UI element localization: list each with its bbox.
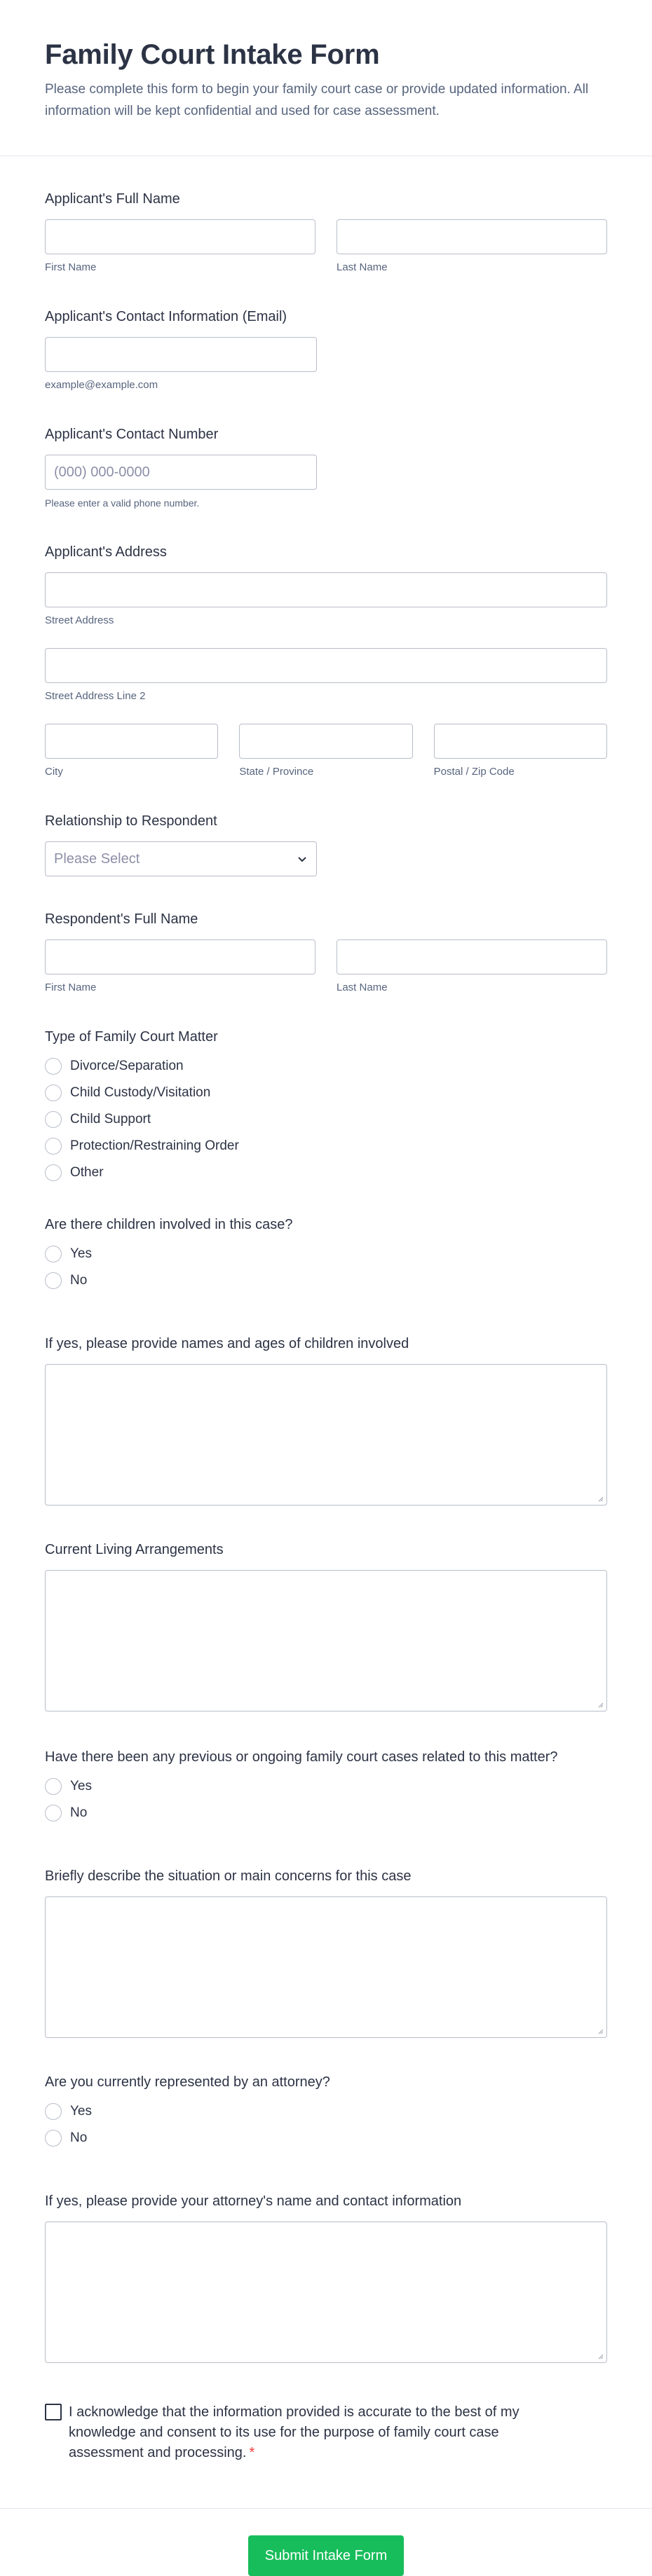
children-details-textarea[interactable]	[45, 1364, 607, 1506]
radio-label: No	[70, 2130, 88, 2145]
radio-divorce[interactable]	[45, 1057, 607, 1075]
radio-circle[interactable]	[45, 1058, 62, 1075]
form-description: Please complete this form to begin your family court case or provide updated information. All information will be kept confidential and used for case assessment.	[45, 82, 589, 118]
form-header	[0, 0, 652, 156]
situation-textarea[interactable]	[45, 1896, 607, 2038]
radio-other[interactable]	[45, 1164, 607, 1182]
respondent-name-label: Respondent's Full Name	[45, 911, 198, 927]
city-sublabel: City	[45, 766, 63, 778]
children-involved-label: Are there children involved in this case?	[45, 1217, 293, 1232]
acknowledgement-text	[69, 2402, 559, 2463]
applicant-email-question	[45, 274, 607, 392]
living-arrangements-question	[45, 1506, 607, 1711]
state-sublabel: State / Province	[239, 766, 314, 778]
street-address-line2-input[interactable]	[45, 648, 607, 683]
radio-circle[interactable]	[45, 1111, 62, 1128]
submit-button[interactable]: Submit Intake Form	[248, 2535, 404, 2576]
matter-type-question	[45, 994, 607, 1182]
relationship-select[interactable]	[45, 841, 317, 876]
applicant-last-name-input[interactable]	[337, 219, 607, 254]
acknowledgement-checkbox[interactable]	[45, 2404, 62, 2420]
applicant-name-label: Applicant's Full Name	[45, 191, 180, 207]
radio-circle[interactable]	[45, 1138, 62, 1155]
last-name-sublabel: Last Name	[337, 261, 388, 273]
radio-circle[interactable]	[45, 1805, 62, 1821]
resize-grip-icon[interactable]	[597, 1701, 604, 1708]
resize-grip-icon[interactable]	[597, 2027, 604, 2034]
radio-circle[interactable]	[45, 1778, 62, 1795]
phone-sublabel: Please enter a valid phone number.	[45, 497, 200, 509]
living-arrangements-label: Current Living Arrangements	[45, 1542, 224, 1557]
radio-label: Yes	[70, 2104, 92, 2119]
relationship-question	[45, 778, 607, 876]
radio-label: No	[70, 1273, 88, 1288]
attorney-details-question	[45, 2156, 607, 2363]
radio-label: Child Support	[70, 1112, 151, 1127]
resize-grip-icon[interactable]	[597, 1495, 604, 1502]
radio-label: Child Custody/Visitation	[70, 1085, 211, 1100]
email-sublabel: example@example.com	[45, 379, 158, 391]
radio-circle[interactable]	[45, 2103, 62, 2120]
children-involved-question	[45, 1190, 607, 1290]
respondent-first-name-input[interactable]	[45, 939, 315, 974]
radio-attorney-yes[interactable]	[45, 2102, 607, 2121]
living-arrangements-textarea[interactable]	[45, 1570, 607, 1711]
state-input[interactable]	[239, 724, 412, 759]
radio-children-no[interactable]	[45, 1272, 607, 1290]
radio-circle[interactable]	[45, 1164, 62, 1181]
radio-protection-order[interactable]	[45, 1137, 607, 1155]
applicant-address-label: Applicant's Address	[45, 544, 167, 560]
radio-custody[interactable]	[45, 1084, 607, 1102]
applicant-address-question	[45, 509, 607, 778]
attorney-details-label: If yes, please provide your attorney's name and contact information	[45, 2193, 462, 2209]
radio-label: Yes	[70, 1779, 92, 1793]
radio-circle[interactable]	[45, 1272, 62, 1289]
radio-circle[interactable]	[45, 1246, 62, 1262]
attorney-question	[45, 2038, 607, 2147]
applicant-name-question	[45, 156, 607, 274]
intake-form	[0, 156, 652, 2463]
situation-question	[45, 1831, 607, 2038]
applicant-phone-question	[45, 392, 607, 509]
street-address-line2-sublabel: Street Address Line 2	[45, 690, 146, 702]
respondent-last-name-input[interactable]	[337, 939, 607, 974]
applicant-email-input[interactable]	[45, 337, 317, 372]
first-name-sublabel: First Name	[45, 261, 97, 273]
radio-circle[interactable]	[45, 1084, 62, 1101]
form-footer	[0, 2508, 652, 2576]
radio-label: No	[70, 1805, 88, 1820]
situation-label: Briefly describe the situation or main concerns for this case	[45, 1868, 412, 1884]
zip-input[interactable]	[434, 724, 607, 759]
attorney-details-textarea[interactable]	[45, 2222, 607, 2363]
radio-label: Divorce/Separation	[70, 1059, 184, 1073]
street-address-sublabel: Street Address	[45, 614, 114, 626]
form-title: Family Court Intake Form	[45, 39, 380, 70]
radio-circle[interactable]	[45, 2130, 62, 2147]
radio-label: Yes	[70, 1246, 92, 1261]
relationship-label: Relationship to Respondent	[45, 813, 217, 829]
respondent-name-question	[45, 876, 607, 994]
street-address-input[interactable]	[45, 572, 607, 607]
city-input[interactable]	[45, 724, 218, 759]
children-details-label: If yes, please provide names and ages of children involved	[45, 1336, 409, 1351]
radio-children-yes[interactable]	[45, 1245, 607, 1263]
children-details-question	[45, 1298, 607, 1506]
respondent-last-name-sublabel: Last Name	[337, 982, 388, 993]
acknowledgement-label: I acknowledge that the information provided is accurate to the best of my knowledge and consent to its use for the purpose of family court case assessment and processing.	[69, 2404, 519, 2460]
radio-label: Protection/Restraining Order	[70, 1138, 239, 1153]
radio-child-support[interactable]	[45, 1110, 607, 1129]
respondent-first-name-sublabel: First Name	[45, 982, 97, 993]
applicant-phone-label: Applicant's Contact Number	[45, 427, 219, 442]
previous-cases-label: Have there been any previous or ongoing family court cases related to this matter?	[45, 1749, 558, 1765]
radio-previous-yes[interactable]	[45, 1777, 607, 1796]
matter-type-label: Type of Family Court Matter	[45, 1029, 218, 1045]
radio-label: Other	[70, 1165, 104, 1180]
radio-previous-no[interactable]	[45, 1804, 607, 1822]
radio-attorney-no[interactable]	[45, 2129, 607, 2147]
attorney-label: Are you currently represented by an attorney?	[45, 2074, 330, 2090]
applicant-email-label: Applicant's Contact Information (Email)	[45, 309, 287, 324]
acknowledgement	[45, 2363, 607, 2463]
zip-sublabel: Postal / Zip Code	[433, 766, 515, 778]
relationship-select-value: Please Select	[54, 850, 140, 867]
resize-grip-icon[interactable]	[597, 2353, 604, 2360]
required-mark: *	[249, 2445, 255, 2460]
applicant-first-name-input[interactable]	[45, 219, 315, 254]
applicant-phone-input[interactable]	[45, 455, 317, 490]
chevron-down-icon	[297, 853, 308, 865]
previous-cases-question	[45, 1711, 607, 1822]
